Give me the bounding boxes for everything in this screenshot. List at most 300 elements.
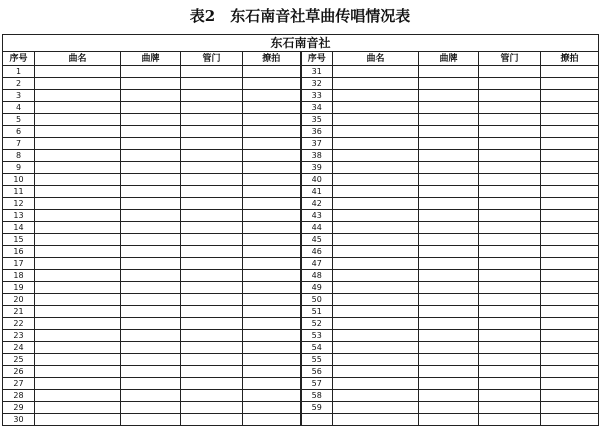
key-mode xyxy=(479,198,541,210)
table-row xyxy=(3,390,599,402)
group-title: 东石南音社 xyxy=(3,35,599,52)
table-row xyxy=(3,270,599,282)
row-number: 14 xyxy=(3,222,35,234)
key-mode xyxy=(181,126,243,138)
song-name xyxy=(333,234,419,246)
tune-name xyxy=(419,258,479,270)
row-number: 7 xyxy=(3,138,35,150)
key-mode xyxy=(479,330,541,342)
key-mode xyxy=(479,390,541,402)
header-beat-right: 撩拍 xyxy=(541,52,599,66)
header-name-right: 曲名 xyxy=(333,52,419,66)
song-name xyxy=(35,174,121,186)
table-row xyxy=(3,258,599,270)
tune-name xyxy=(419,342,479,354)
tune-name xyxy=(419,306,479,318)
row-number: 37 xyxy=(301,138,333,150)
row-number: 46 xyxy=(301,246,333,258)
beat-pattern xyxy=(243,390,301,402)
key-mode xyxy=(479,366,541,378)
key-mode xyxy=(479,186,541,198)
beat-pattern xyxy=(243,282,301,294)
key-mode xyxy=(181,150,243,162)
key-mode xyxy=(479,126,541,138)
row-number: 29 xyxy=(3,402,35,414)
tune-name xyxy=(419,330,479,342)
tune-name xyxy=(121,306,181,318)
beat-pattern xyxy=(541,162,599,174)
row-number: 31 xyxy=(301,66,333,78)
tune-name xyxy=(419,78,479,90)
tune-name xyxy=(419,126,479,138)
beat-pattern xyxy=(541,174,599,186)
song-name xyxy=(333,186,419,198)
beat-pattern xyxy=(541,78,599,90)
row-number: 22 xyxy=(3,318,35,330)
row-number: 58 xyxy=(301,390,333,402)
beat-pattern xyxy=(541,354,599,366)
song-name xyxy=(35,234,121,246)
beat-pattern xyxy=(541,126,599,138)
key-mode xyxy=(479,90,541,102)
beat-pattern xyxy=(243,198,301,210)
table-row xyxy=(3,198,599,210)
row-number: 44 xyxy=(301,222,333,234)
tune-name xyxy=(419,198,479,210)
tune-name xyxy=(419,282,479,294)
key-mode xyxy=(181,222,243,234)
key-mode xyxy=(181,306,243,318)
song-name xyxy=(35,414,121,426)
song-name xyxy=(333,342,419,354)
tune-name xyxy=(121,90,181,102)
row-number: 34 xyxy=(301,102,333,114)
beat-pattern xyxy=(243,186,301,198)
row-number: 52 xyxy=(301,318,333,330)
song-name xyxy=(333,174,419,186)
key-mode xyxy=(479,354,541,366)
key-mode xyxy=(181,282,243,294)
tune-name xyxy=(121,378,181,390)
row-number: 57 xyxy=(301,378,333,390)
song-name xyxy=(333,126,419,138)
song-name xyxy=(35,378,121,390)
beat-pattern xyxy=(541,318,599,330)
tune-name xyxy=(121,150,181,162)
song-name xyxy=(333,282,419,294)
tune-name xyxy=(419,222,479,234)
song-name xyxy=(35,342,121,354)
tune-name xyxy=(121,282,181,294)
row-number: 55 xyxy=(301,354,333,366)
beat-pattern xyxy=(243,222,301,234)
row-number: 48 xyxy=(301,270,333,282)
row-number: 12 xyxy=(3,198,35,210)
row-number: 16 xyxy=(3,246,35,258)
tune-name xyxy=(419,150,479,162)
row-number: 38 xyxy=(301,150,333,162)
key-mode xyxy=(479,234,541,246)
row-number: 17 xyxy=(3,258,35,270)
key-mode xyxy=(181,174,243,186)
tune-name xyxy=(419,102,479,114)
header-name-left: 曲名 xyxy=(35,52,121,66)
key-mode xyxy=(181,342,243,354)
key-mode xyxy=(479,414,541,426)
key-mode xyxy=(479,78,541,90)
row-number: 4 xyxy=(3,102,35,114)
tune-name xyxy=(419,234,479,246)
tune-name xyxy=(121,222,181,234)
song-name xyxy=(35,258,121,270)
beat-pattern xyxy=(541,210,599,222)
table-row xyxy=(3,342,599,354)
row-number: 42 xyxy=(301,198,333,210)
beat-pattern xyxy=(541,90,599,102)
row-number: 10 xyxy=(3,174,35,186)
tune-name xyxy=(121,270,181,282)
beat-pattern xyxy=(243,174,301,186)
beat-pattern xyxy=(243,66,301,78)
beat-pattern xyxy=(541,138,599,150)
song-name xyxy=(35,246,121,258)
song-name xyxy=(35,318,121,330)
tune-name xyxy=(419,378,479,390)
row-number xyxy=(301,414,333,426)
tune-name xyxy=(121,186,181,198)
table-row xyxy=(3,90,599,102)
key-mode xyxy=(181,114,243,126)
row-number: 49 xyxy=(301,282,333,294)
beat-pattern xyxy=(243,126,301,138)
table-row xyxy=(3,102,599,114)
song-name xyxy=(35,198,121,210)
beat-pattern xyxy=(541,270,599,282)
song-name xyxy=(333,162,419,174)
row-number: 45 xyxy=(301,234,333,246)
row-number: 28 xyxy=(3,390,35,402)
song-name xyxy=(333,210,419,222)
song-name xyxy=(35,270,121,282)
row-number: 30 xyxy=(3,414,35,426)
key-mode xyxy=(479,162,541,174)
beat-pattern xyxy=(243,330,301,342)
table-row xyxy=(3,186,599,198)
key-mode xyxy=(181,330,243,342)
row-number: 32 xyxy=(301,78,333,90)
key-mode xyxy=(479,150,541,162)
tune-name xyxy=(121,414,181,426)
row-number: 47 xyxy=(301,258,333,270)
header-no-left: 序号 xyxy=(3,52,35,66)
beat-pattern xyxy=(541,414,599,426)
key-mode xyxy=(479,102,541,114)
song-name xyxy=(333,246,419,258)
song-name xyxy=(333,318,419,330)
row-number: 25 xyxy=(3,354,35,366)
tune-name xyxy=(121,198,181,210)
key-mode xyxy=(479,210,541,222)
key-mode xyxy=(181,102,243,114)
key-mode xyxy=(479,114,541,126)
song-name xyxy=(35,402,121,414)
key-mode xyxy=(181,378,243,390)
tune-name xyxy=(121,210,181,222)
header-beat-left: 撩拍 xyxy=(243,52,301,66)
table-row xyxy=(3,378,599,390)
beat-pattern xyxy=(541,402,599,414)
key-mode xyxy=(181,366,243,378)
row-number: 5 xyxy=(3,114,35,126)
row-number: 54 xyxy=(301,342,333,354)
table-row xyxy=(3,222,599,234)
beat-pattern xyxy=(541,390,599,402)
row-number: 19 xyxy=(3,282,35,294)
tune-name xyxy=(121,342,181,354)
song-name xyxy=(333,222,419,234)
song-name xyxy=(333,150,419,162)
key-mode xyxy=(181,258,243,270)
tune-name xyxy=(121,294,181,306)
key-mode xyxy=(479,246,541,258)
beat-pattern xyxy=(541,306,599,318)
key-mode xyxy=(479,318,541,330)
key-mode xyxy=(479,270,541,282)
beat-pattern xyxy=(541,150,599,162)
beat-pattern xyxy=(243,138,301,150)
song-name xyxy=(35,78,121,90)
beat-pattern xyxy=(541,246,599,258)
table-row xyxy=(3,294,599,306)
row-number: 20 xyxy=(3,294,35,306)
row-number: 21 xyxy=(3,306,35,318)
tune-name xyxy=(419,390,479,402)
key-mode xyxy=(181,66,243,78)
tune-name xyxy=(121,102,181,114)
tune-name xyxy=(419,162,479,174)
row-number: 40 xyxy=(301,174,333,186)
tune-name xyxy=(121,390,181,402)
tune-name xyxy=(419,318,479,330)
song-name xyxy=(333,270,419,282)
table-row xyxy=(3,138,599,150)
key-mode xyxy=(181,246,243,258)
beat-pattern xyxy=(243,234,301,246)
row-number: 24 xyxy=(3,342,35,354)
row-number: 41 xyxy=(301,186,333,198)
header-tune-right: 曲牌 xyxy=(419,52,479,66)
song-name xyxy=(35,222,121,234)
row-number: 50 xyxy=(301,294,333,306)
table-row xyxy=(3,210,599,222)
song-name xyxy=(333,66,419,78)
tune-name xyxy=(121,234,181,246)
beat-pattern xyxy=(243,210,301,222)
key-mode xyxy=(181,162,243,174)
song-name xyxy=(35,66,121,78)
key-mode xyxy=(479,282,541,294)
tune-name xyxy=(419,294,479,306)
header-tune-left: 曲牌 xyxy=(121,52,181,66)
song-name xyxy=(333,378,419,390)
table-row xyxy=(3,402,599,414)
tune-name xyxy=(121,354,181,366)
song-name xyxy=(333,354,419,366)
beat-pattern xyxy=(541,102,599,114)
row-number: 26 xyxy=(3,366,35,378)
table-title-row xyxy=(3,35,599,52)
beat-pattern xyxy=(243,150,301,162)
song-name xyxy=(333,90,419,102)
beat-pattern xyxy=(541,198,599,210)
tune-name xyxy=(121,246,181,258)
beat-pattern xyxy=(541,222,599,234)
tune-name xyxy=(419,66,479,78)
row-number: 18 xyxy=(3,270,35,282)
song-name xyxy=(35,186,121,198)
beat-pattern xyxy=(541,258,599,270)
row-number: 27 xyxy=(3,378,35,390)
key-mode xyxy=(479,138,541,150)
beat-pattern xyxy=(243,102,301,114)
row-number: 56 xyxy=(301,366,333,378)
song-name xyxy=(35,294,121,306)
header-no-right: 序号 xyxy=(301,52,333,66)
key-mode xyxy=(479,258,541,270)
row-number: 11 xyxy=(3,186,35,198)
key-mode xyxy=(479,402,541,414)
table-row xyxy=(3,318,599,330)
table-row xyxy=(3,126,599,138)
row-number: 13 xyxy=(3,210,35,222)
key-mode xyxy=(181,234,243,246)
beat-pattern xyxy=(243,318,301,330)
tune-name xyxy=(419,90,479,102)
table-row xyxy=(3,354,599,366)
song-table xyxy=(2,34,599,426)
tune-name xyxy=(419,402,479,414)
key-mode xyxy=(181,78,243,90)
song-name xyxy=(333,390,419,402)
row-number: 33 xyxy=(301,90,333,102)
key-mode xyxy=(479,174,541,186)
song-name xyxy=(333,258,419,270)
table-row xyxy=(3,150,599,162)
table-row xyxy=(3,66,599,78)
key-mode xyxy=(181,186,243,198)
song-name xyxy=(35,354,121,366)
song-name xyxy=(35,306,121,318)
row-number: 1 xyxy=(3,66,35,78)
beat-pattern xyxy=(541,342,599,354)
beat-pattern xyxy=(243,414,301,426)
key-mode xyxy=(181,198,243,210)
key-mode xyxy=(181,390,243,402)
beat-pattern xyxy=(243,90,301,102)
tune-name xyxy=(121,78,181,90)
row-number: 2 xyxy=(3,78,35,90)
key-mode xyxy=(181,210,243,222)
song-name xyxy=(35,162,121,174)
tune-name xyxy=(121,318,181,330)
key-mode xyxy=(181,138,243,150)
song-name xyxy=(35,126,121,138)
beat-pattern xyxy=(243,246,301,258)
key-mode xyxy=(181,354,243,366)
table-row xyxy=(3,162,599,174)
beat-pattern xyxy=(243,270,301,282)
tune-name xyxy=(419,366,479,378)
key-mode xyxy=(181,402,243,414)
song-name xyxy=(35,150,121,162)
table-row xyxy=(3,366,599,378)
row-number: 9 xyxy=(3,162,35,174)
song-name xyxy=(333,402,419,414)
row-number: 23 xyxy=(3,330,35,342)
tune-name xyxy=(419,354,479,366)
song-name xyxy=(35,330,121,342)
beat-pattern xyxy=(541,294,599,306)
key-mode xyxy=(181,294,243,306)
table-row xyxy=(3,282,599,294)
song-name xyxy=(333,414,419,426)
song-name xyxy=(333,138,419,150)
row-number: 15 xyxy=(3,234,35,246)
tune-name xyxy=(121,162,181,174)
table-row xyxy=(3,414,599,426)
row-number: 39 xyxy=(301,162,333,174)
song-name xyxy=(333,78,419,90)
tune-name xyxy=(121,366,181,378)
row-number: 53 xyxy=(301,330,333,342)
song-name xyxy=(35,90,121,102)
row-number: 51 xyxy=(301,306,333,318)
beat-pattern xyxy=(541,114,599,126)
table-row xyxy=(3,246,599,258)
beat-pattern xyxy=(243,258,301,270)
row-number: 6 xyxy=(3,126,35,138)
key-mode xyxy=(181,318,243,330)
tune-name xyxy=(419,246,479,258)
row-number: 43 xyxy=(301,210,333,222)
song-name xyxy=(333,294,419,306)
tune-name xyxy=(419,414,479,426)
song-name xyxy=(35,102,121,114)
tune-name xyxy=(121,114,181,126)
key-mode xyxy=(181,414,243,426)
table-caption: 表2 东石南音社草曲传唱情况表 xyxy=(189,7,411,25)
key-mode xyxy=(479,306,541,318)
tune-name xyxy=(419,174,479,186)
table-row xyxy=(3,174,599,186)
song-name xyxy=(35,366,121,378)
table-row xyxy=(3,234,599,246)
song-name xyxy=(333,306,419,318)
beat-pattern xyxy=(541,378,599,390)
song-name xyxy=(333,330,419,342)
beat-pattern xyxy=(243,342,301,354)
tune-name xyxy=(121,174,181,186)
song-name xyxy=(333,102,419,114)
song-name xyxy=(35,138,121,150)
table-row xyxy=(3,330,599,342)
key-mode xyxy=(479,294,541,306)
row-number: 8 xyxy=(3,150,35,162)
beat-pattern xyxy=(243,402,301,414)
song-name xyxy=(333,198,419,210)
tune-name xyxy=(419,138,479,150)
beat-pattern xyxy=(243,114,301,126)
